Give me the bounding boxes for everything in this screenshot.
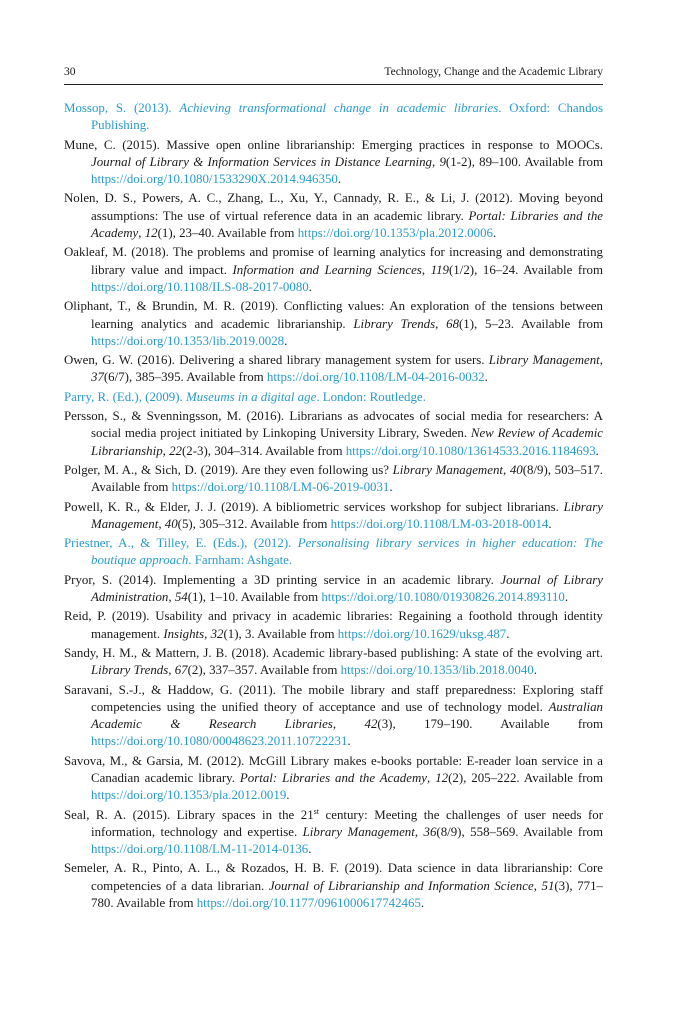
reference-italic: 42 (364, 717, 378, 732)
reference-text: . (548, 516, 552, 531)
reference-text: (1), 3. Available from (223, 626, 338, 641)
reference-list (64, 100, 603, 914)
reference-text: (1-2), 89–100. Available from (445, 154, 603, 169)
reference-italic: Library Management (392, 462, 503, 477)
reference-italic: 51 (541, 878, 555, 893)
reference-text: (1/2), 16–24. Available from (449, 262, 603, 277)
reference-entry (64, 535, 603, 570)
reference-italic: 36 (423, 824, 437, 839)
reference-text: . (564, 590, 569, 605)
reference-text: (8/9), 558–569. Available from (436, 824, 603, 839)
reference-italic: Australian Academic & Research Libraries (91, 699, 603, 732)
reference-italic: 40 (164, 516, 178, 531)
reference-entry (64, 298, 603, 350)
reference-text: (2), 205–222. Available from (448, 770, 603, 785)
reference-italic: 22 (169, 443, 182, 458)
reference-text: (1), 23–40. Available from (157, 226, 298, 241)
reference-text: (1), 1–10. Available from (187, 590, 322, 605)
reference-text: . (284, 333, 288, 348)
reference-text: (1), 5–23. Available from (459, 316, 603, 331)
reference-text: . Oxford: Chandos Publishing. (91, 101, 603, 133)
reference-text: , (162, 443, 170, 458)
reference-italic: New Review of Academic Librarianship (91, 426, 603, 458)
reference-text: Owen, G. W. (2016). Delivering a shared library management system for users. (64, 353, 489, 368)
running-title: Technology, Change and the Academic Library (384, 65, 603, 78)
reference-text: , (204, 626, 211, 641)
reference-text: Semeler, A. R., Pinto, A. L., & Rozados, H. B. F. (2019). Data science in data librarianship: Core competencies of a data librarian. (64, 861, 603, 893)
reference-text: , (432, 154, 440, 169)
reference-doi-link[interactable]: https://doi.org/10.1108/ILS-08-2017-0080 (91, 279, 309, 294)
reference-text: , (502, 462, 510, 477)
reference-italic: 40 (509, 462, 523, 477)
reference-italic: Journal of Library Administration (91, 572, 604, 605)
reference-text: , (168, 590, 175, 605)
reference-doi-link[interactable]: https://doi.org/10.1080/01930826.2014.893110 (321, 590, 565, 605)
reference-italic: Museums in a digital age (185, 389, 317, 404)
reference-doi-link[interactable]: https://doi.org/10.1353/lib.2019.0028 (91, 333, 285, 348)
reference-text: , (599, 353, 603, 368)
reference-text: (3), 771–780. Available from (91, 878, 603, 911)
reference-text: Parry, R. (Ed.), (2009). (64, 389, 186, 404)
reference-italic: Achieving transformational change in academic libraries (179, 101, 499, 115)
reference-entry (64, 682, 603, 751)
reference-entry (64, 408, 603, 460)
reference-text: Priestner, A., & Tilley, E. (Eds.), (2012). (64, 536, 298, 551)
reference-doi-link[interactable]: https://doi.org/10.1108/LM-06-2019-0031 (171, 480, 390, 495)
reference-italic: 12 (144, 226, 158, 241)
reference-entry (64, 244, 603, 296)
reference-italic: Portal: Libraries and the Academy (91, 208, 603, 241)
reference-entry (64, 860, 603, 912)
reference-text: , (138, 226, 145, 241)
page-number: 30 (64, 65, 76, 78)
reference-entry (64, 608, 603, 643)
reference-text: century: Meeting the challenges of user needs for information, technology and expertise. (91, 807, 604, 839)
reference-text: Reid, P. (2019). Usability and privacy in academic libraries: Regaining a foothold through identity management. (64, 609, 603, 641)
reference-italic: Library Management (302, 824, 415, 839)
reference-doi-link[interactable]: https://doi.org/10.1108/LM-04-2016-0032 (266, 370, 485, 385)
reference-italic: Information and Learning Sciences (232, 262, 422, 277)
reference-text: , (533, 878, 542, 893)
reference-italic: Library Management (91, 499, 603, 531)
reference-text: (5), 305–312. Available from (177, 516, 331, 531)
reference-text: . (337, 172, 342, 187)
reference-superscript: st (313, 806, 320, 816)
reference-italic: Library Management (488, 353, 600, 368)
reference-entry (64, 352, 603, 387)
reference-text: Sandy, H. M., & Mattern, J. B. (2018). Academic library-based publishing: A state of the evolving art. (64, 645, 603, 660)
reference-text: . (308, 842, 312, 857)
reference-italic: 67 (174, 663, 188, 678)
header-rule (64, 84, 603, 85)
reference-italic: Library Trends (353, 316, 436, 331)
reference-text: Oliphant, T., & Brundin, M. R. (2019). Conflicting values: An exploration of the tensions between learning analytics and academic librarianship. (64, 299, 603, 331)
reference-entry (64, 499, 603, 534)
reference-entry (64, 100, 603, 135)
reference-text: , (158, 516, 165, 531)
reference-italic: 9 (439, 154, 446, 169)
reference-text: . (389, 480, 393, 495)
reference-entry (64, 572, 603, 607)
reference-italic: Library Trends (91, 663, 169, 678)
reference-text: (8/9), 503–517. Available from (91, 462, 604, 495)
reference-entry (64, 807, 603, 859)
reference-text: . (533, 663, 537, 678)
reference-entry (64, 389, 603, 406)
reference-text: Pryor, S. (2014). Implementing a 3D printing service in an academic library. (64, 572, 501, 587)
reference-italic: Journal of Library & Information Services in Distance Learning (91, 154, 433, 169)
reference-text: (6/7), 385–395. Available from (103, 370, 267, 385)
reference-text: . (492, 226, 497, 241)
reference-doi-link[interactable]: https://doi.org/10.1353/lib.2018.0040 (340, 663, 534, 678)
reference-text: . (308, 279, 312, 294)
reference-doi-link[interactable]: https://doi.org/10.1080/13614533.2016.1184693 (345, 443, 596, 458)
reference-text: Nolen, D. S., Powers, A. C., Zhang, L., Xu, Y., Cannady, R. E., & Li, J. (2012). Moving beyond assumptions: The use of virtual reference data in an academic library. (64, 191, 603, 223)
reference-italic: 32 (210, 626, 224, 641)
reference-italic: Personalising library services in higher education: The boutique approach (91, 536, 603, 568)
reference-text: Mossop, S. (2013). (64, 101, 180, 115)
reference-text: . London: Routledge. (316, 389, 426, 404)
reference-text: . (484, 370, 488, 385)
reference-doi-link[interactable]: https://doi.org/10.1108/LM-11-2014-0136 (91, 842, 309, 857)
reference-italic: 37 (91, 370, 104, 385)
reference-doi-link[interactable]: https://doi.org/10.1177/0961000617742465 (196, 896, 421, 911)
reference-doi-link[interactable]: https://doi.org/10.1629/uksg.487 (337, 626, 507, 641)
reference-entry (64, 753, 603, 805)
reference-doi-link[interactable]: https://doi.org/10.1353/pla.2012.0019 (91, 788, 287, 803)
reference-entry (64, 645, 603, 680)
reference-italic: 68 (446, 316, 460, 331)
reference-italic: 119 (430, 262, 450, 277)
reference-doi-link[interactable]: https://doi.org/10.1353/pla.2012.0006 (297, 226, 493, 241)
reference-italic: 12 (435, 770, 449, 785)
reference-italic: 54 (174, 590, 188, 605)
reference-text: , (168, 663, 175, 678)
reference-text: Saravani, S.-J., & Haddow, G. (2011). The mobile library and staff preparedness: Exploring staff competencies using the unified theory of acceptance and use of technology model. (64, 682, 603, 714)
reference-doi-link[interactable]: https://doi.org/10.1080/1533290X.2014.946350 (91, 172, 338, 187)
reference-text: , (332, 717, 365, 732)
reference-text: Persson, S., & Svenningsson, M. (2016). Librarians as advocates of social media for researchers: A social media project initiated by Linkoping University Library, Sweden. (64, 409, 603, 441)
reference-text: . (506, 626, 510, 641)
reference-italic: Journal of Librarianship and Information Science (268, 878, 534, 893)
reference-text: (2-3), 304–314. Available from (181, 443, 346, 458)
reference-text: (2), 337–357. Available from (187, 663, 341, 678)
reference-text: , (414, 824, 424, 839)
reference-text: (3), 179–190. Available from (377, 717, 603, 732)
reference-text: . (595, 443, 599, 458)
reference-entry (64, 462, 603, 497)
reference-text: Oakleaf, M. (2018). The problems and promise of learning analytics for increasing and demonstrating library value and impact. (64, 245, 603, 277)
reference-text: , (421, 262, 431, 277)
reference-text: Powell, K. R., & Elder, J. J. (2019). A bibliometric services workshop for subject librarians. (64, 499, 564, 514)
reference-text: Savova, M., & Garsia, M. (2012). McGill Library makes e-books portable: E-reader loan service in a Canadian academic library. (64, 753, 603, 785)
reference-doi-link[interactable]: https://doi.org/10.1108/LM-03-2018-0014 (330, 516, 549, 531)
reference-text: . (347, 734, 351, 749)
reference-text: , (427, 770, 436, 785)
reference-text: . (420, 896, 425, 911)
reference-entry (64, 190, 603, 242)
reference-text: Polger, M. A., & Sich, D. (2019). Are they even following us? (64, 462, 393, 477)
reference-italic: Insights (163, 626, 205, 641)
reference-text: Seal, R. A. (2015). Library spaces in the 21 (64, 807, 314, 822)
reference-text: . Farnham: Ashgate. (188, 553, 293, 568)
reference-text: Mune, C. (2015). Massive open online librarianship: Emerging practices in response to MOOCs. (64, 137, 603, 152)
reference-text: . (286, 788, 290, 803)
reference-doi-link[interactable]: https://doi.org/10.1080/00048623.2011.10722231 (91, 734, 348, 749)
reference-italic: Portal: Libraries and the Academy (239, 770, 428, 785)
reference-text: , (435, 316, 447, 331)
reference-entry (64, 137, 603, 189)
